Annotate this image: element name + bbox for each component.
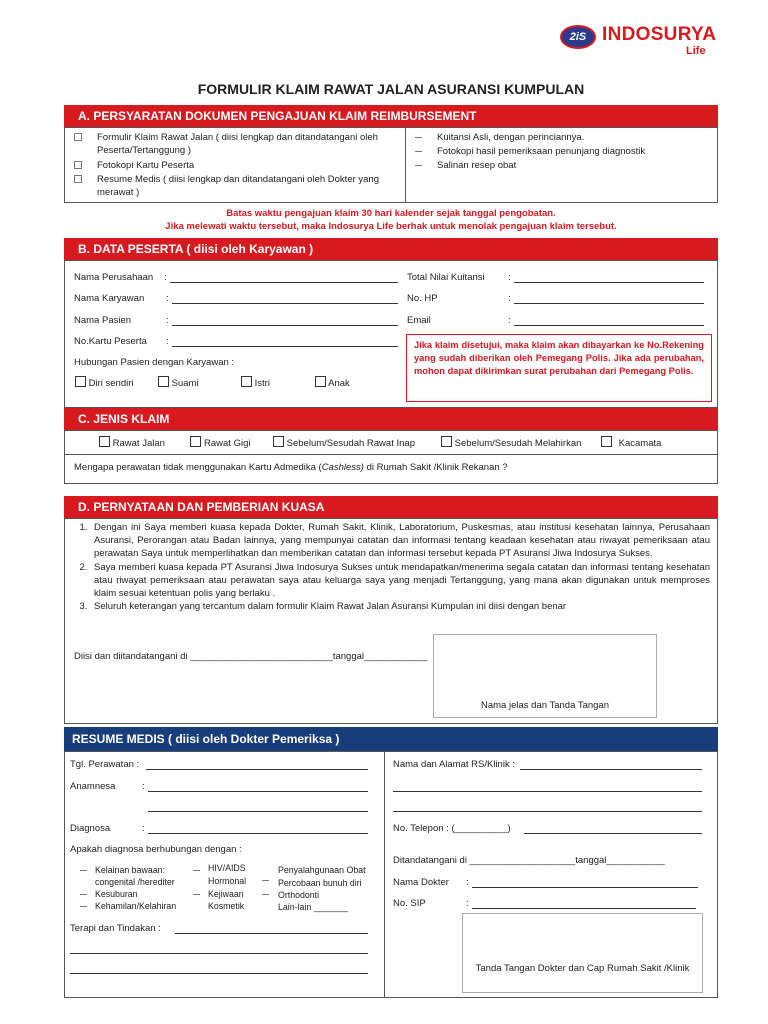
field-total-kuitansi-input[interactable] <box>514 282 704 283</box>
req-item-penunjang <box>415 145 422 158</box>
condition-mark[interactable] <box>262 874 269 887</box>
condition-bunuh-diri: Percobaan bunuh diri <box>278 878 362 888</box>
claim-type-checkbox[interactable] <box>99 436 110 447</box>
field-nama-pasien-input[interactable] <box>172 325 398 326</box>
section-a-header: A. PERSYARATAN DOKUMEN PENGAJUAN KLAIM REIMBURSEMENT <box>64 105 718 127</box>
form-title: FORMULIR KLAIM RAWAT JALAN ASURANSI KUMPULAN <box>197 81 585 97</box>
rs-label: Nama dan Alamat RS/Klinik : <box>393 759 515 770</box>
condition-kosmetik: Kosmetik <box>208 901 245 911</box>
declaration-list <box>70 521 710 613</box>
claim-type-rawat-gigi[interactable]: Rawat Gigi <box>190 436 250 450</box>
anamnesa-input[interactable] <box>148 811 368 812</box>
section-a-divider <box>405 127 406 203</box>
field-email-input[interactable] <box>514 325 704 326</box>
req-label-penunjang: Fotokopi hasil pemeriksaan penunjang diagnostik <box>437 146 646 157</box>
doctor-signed-line[interactable]: Ditandatangani di ____________________tanggal___________ <box>393 855 665 866</box>
claim-type-checkbox[interactable] <box>273 436 284 447</box>
req-label-form: Formulir Klaim Rawat Jalan ( diisi lengkap dan ditandatangani oleh Peserta/Tertanggung ) <box>97 132 378 156</box>
colon: : <box>164 272 167 283</box>
colon: : <box>508 315 511 326</box>
logo-sub: Life <box>686 45 706 57</box>
relation-option-suami[interactable]: Suami <box>158 376 199 390</box>
rs-input[interactable] <box>393 811 702 812</box>
doctor-stamp-box[interactable] <box>462 913 703 993</box>
colon: : <box>166 336 169 347</box>
condition-mark[interactable] <box>193 888 200 901</box>
diagnosa-label: Diagnosa <box>70 823 111 834</box>
declaration-item: 2. Saya memberi kuasa kepada PT Asuransi Jiwa Indosurya Sukses untuk mendapatkan/menerima segala catatan dan informasi tentang kesehatan atau riwayat pemeriksaan atau perawatan saya atau keluarga saya yang menjadi Tertanggung, yang mana akan digunakan untuk memproses klaim sesuai ketentuan polis yang berlaku . <box>90 561 710 601</box>
condition-kejiwaan: Kejiwaan <box>208 889 244 899</box>
telepon-input[interactable] <box>524 833 702 834</box>
relation-checkbox[interactable] <box>241 376 252 387</box>
tgl-perawatan-label: Tgl. Perawatan : <box>70 759 140 770</box>
colon: : <box>508 272 511 283</box>
rs-input[interactable] <box>520 769 702 770</box>
relation-option-anak[interactable]: Anak <box>315 376 350 390</box>
cashless-question: Mengapa perawatan tidak menggunakan Kartu Admedika (Cashless) di Rumah Sakit /Klinik Rekanan ? <box>74 462 508 473</box>
field-no-hp-input[interactable] <box>514 303 704 304</box>
telepon-label: No. Telepon : (__________) <box>393 823 511 834</box>
condition-orthodonti: Orthodonti <box>278 890 320 900</box>
participant-signature-label: Nama jelas dan Tanda Tangan <box>481 700 609 711</box>
req-checkbox[interactable] <box>74 175 82 183</box>
colon: : <box>166 293 169 304</box>
claim-type-rawat-jalan[interactable]: Rawat Jalan <box>99 436 165 450</box>
condition-hormonal: Hormonal <box>208 876 247 886</box>
resume-header: RESUME MEDIS ( diisi oleh Dokter Pemeriksa ) <box>64 727 718 751</box>
company-logo <box>560 22 720 62</box>
colon: : <box>166 315 169 326</box>
field-email-label: Email <box>407 315 431 326</box>
logo-mark: 2iS <box>569 31 587 43</box>
colon: : <box>142 823 145 834</box>
claim-type-checkbox[interactable] <box>190 436 201 447</box>
colon: : <box>508 293 511 304</box>
colon: : <box>466 898 469 909</box>
req-item-resume <box>74 173 82 186</box>
dokter-input[interactable] <box>472 887 698 888</box>
condition-kehamilan: Kehamilan/Kelahiran <box>95 901 177 911</box>
relation-option-istri[interactable]: Istri <box>241 376 270 390</box>
dokter-label: Nama Dokter <box>393 877 449 888</box>
field-nama-pasien-label: Nama Pasien <box>74 315 132 326</box>
condition-kelainan: Kelainan bawaan: congenital /herediter <box>95 865 175 887</box>
field-total-kuitansi-label: Total Nilai Kuitansi <box>407 272 485 283</box>
terapi-input[interactable] <box>70 973 368 974</box>
terapi-input[interactable] <box>70 953 368 954</box>
section-d-header: D. PERNYATAAN DAN PEMBERIAN KUASA <box>64 496 718 518</box>
field-nama-karyawan-label: Nama Karyawan <box>74 293 145 304</box>
anamnesa-input[interactable] <box>148 791 368 792</box>
condition-mark[interactable] <box>80 900 87 913</box>
related-label: Apakah diagnosa berhubungan dengan : <box>70 844 242 855</box>
declaration-signed-line[interactable]: Diisi dan diitandatangani di ___________________________tanggal____________ <box>74 651 428 662</box>
condition-mark[interactable] <box>80 864 87 877</box>
field-nama-perusahaan-label: Nama Perusahaan <box>74 272 154 283</box>
field-kartu-peserta-input[interactable] <box>172 346 398 347</box>
section-c-header: C. JENIS KLAIM <box>64 408 718 430</box>
claim-type-kacamata[interactable]: Kacamata <box>601 436 661 450</box>
rs-input[interactable] <box>393 791 702 792</box>
terapi-input[interactable] <box>175 933 368 934</box>
claim-type-checkbox[interactable] <box>441 436 452 447</box>
field-no-hp-label: No. HP <box>407 293 438 304</box>
condition-mark[interactable] <box>193 864 200 877</box>
diagnosa-input[interactable] <box>148 833 368 834</box>
relation-checkbox[interactable] <box>315 376 326 387</box>
condition-mark[interactable] <box>262 888 269 901</box>
sip-label: No. SIP <box>393 898 426 909</box>
resume-divider <box>384 751 385 998</box>
req-item-form <box>74 131 82 144</box>
tgl-perawatan-input[interactable] <box>146 769 368 770</box>
condition-penyalahgunaan: Penyalahgunaan Obat <box>278 865 366 875</box>
req-checkbox[interactable] <box>74 133 82 141</box>
claim-type-checkbox[interactable] <box>601 436 612 447</box>
declaration-item: 3. Seluruh keterangan yang tercantum dalam formulir Klaim Rawat Jalan Asuransi Kumpulan ini diisi dengan benar <box>90 600 710 613</box>
deadline-notice-1: Batas waktu pengajuan klaim 30 hari kalender sejak tanggal pengobatan. <box>226 208 556 219</box>
section-c-divider <box>64 454 718 455</box>
relation-checkbox[interactable] <box>75 376 86 387</box>
req-checkbox[interactable] <box>74 161 82 169</box>
req-label-kuitansi: Kuitansi Asli, dengan perinciannya. <box>437 132 585 143</box>
req-item-kuitansi <box>415 131 422 144</box>
sip-input[interactable] <box>472 908 696 909</box>
req-label-kartu: Fotokopi Kartu Peserta <box>97 160 195 171</box>
req-check-mark[interactable] <box>415 165 422 166</box>
payment-note: Jika klaim disetujui, maka klaim akan dibayarkan ke No.Rekening yang sudah diberikan oleh Pemegang Polis. Jika ada perubahan, mohon dapat dikirimkan surat perubahan dari Pemegang Polis. <box>414 340 704 376</box>
relation-label: Hubungan Pasien dengan Karyawan : <box>74 357 235 368</box>
req-item-kartu <box>74 159 82 172</box>
anamnesa-label: Anamnesa <box>70 781 116 792</box>
req-item-resep <box>415 159 422 172</box>
condition-kesuburan: Kesuburan <box>95 889 138 899</box>
req-label-resume: Resume Medis ( diisi lengkap dan ditandatangani oleh Dokter yang merawat ) <box>97 174 380 198</box>
section-b-header: B. DATA PESERTA ( diisi oleh Karyawan ) <box>64 238 718 260</box>
req-label-resep: Salinan resep obat <box>437 160 517 171</box>
terapi-label: Terapi dan Tindakan : <box>70 923 161 934</box>
req-check-mark[interactable] <box>415 137 422 138</box>
deadline-notice-2: Jika melewati waktu tersebut, maka Indosurya Life berhak untuk menolak pengajuan klaim tersebut. <box>165 221 617 232</box>
condition-lain-lain: Lain-lain _______ <box>278 902 348 912</box>
claim-type-melahirkan[interactable]: Sebelum/Sesudah Melahirkan <box>441 436 581 450</box>
field-nama-karyawan-input[interactable] <box>172 303 398 304</box>
field-nama-perusahaan-input[interactable] <box>170 282 398 283</box>
req-check-mark[interactable] <box>415 151 422 152</box>
logo-brand: INDOSURYA <box>602 24 717 45</box>
claim-type-rawat-inap[interactable]: Sebelum/Sesudah Rawat Inap <box>273 436 415 450</box>
field-kartu-peserta-label: No.Kartu Peserta <box>74 336 147 347</box>
relation-option-diri[interactable]: Diri sendiri <box>75 376 134 390</box>
doctor-stamp-label: Tanda Tangan Dokter dan Cap Rumah Sakit /Klinik <box>475 963 690 974</box>
relation-checkbox[interactable] <box>158 376 169 387</box>
condition-hiv: HIV/AIDS <box>208 863 246 873</box>
colon: : <box>466 877 469 888</box>
declaration-item: 1. Dengan ini Saya memberi kuasa kepada Dokter, Rumah Sakit, Klinik, Laboratorium, Puskesmas, atau institusi kesehatan lainnya, Perusahaan Asuransi, Perorangan atau Badan lainnya, yang mempunyai catatan dan informasi tentang keadaan kesehatan atau riwayat pemeriksaan atau perawatan Saya untuk memperlihatkan dan memberikan catatan dan informasi tersebut kepada PT Asuransi Jiwa Indosurya Sukses. <box>90 521 710 561</box>
colon: : <box>142 781 145 792</box>
